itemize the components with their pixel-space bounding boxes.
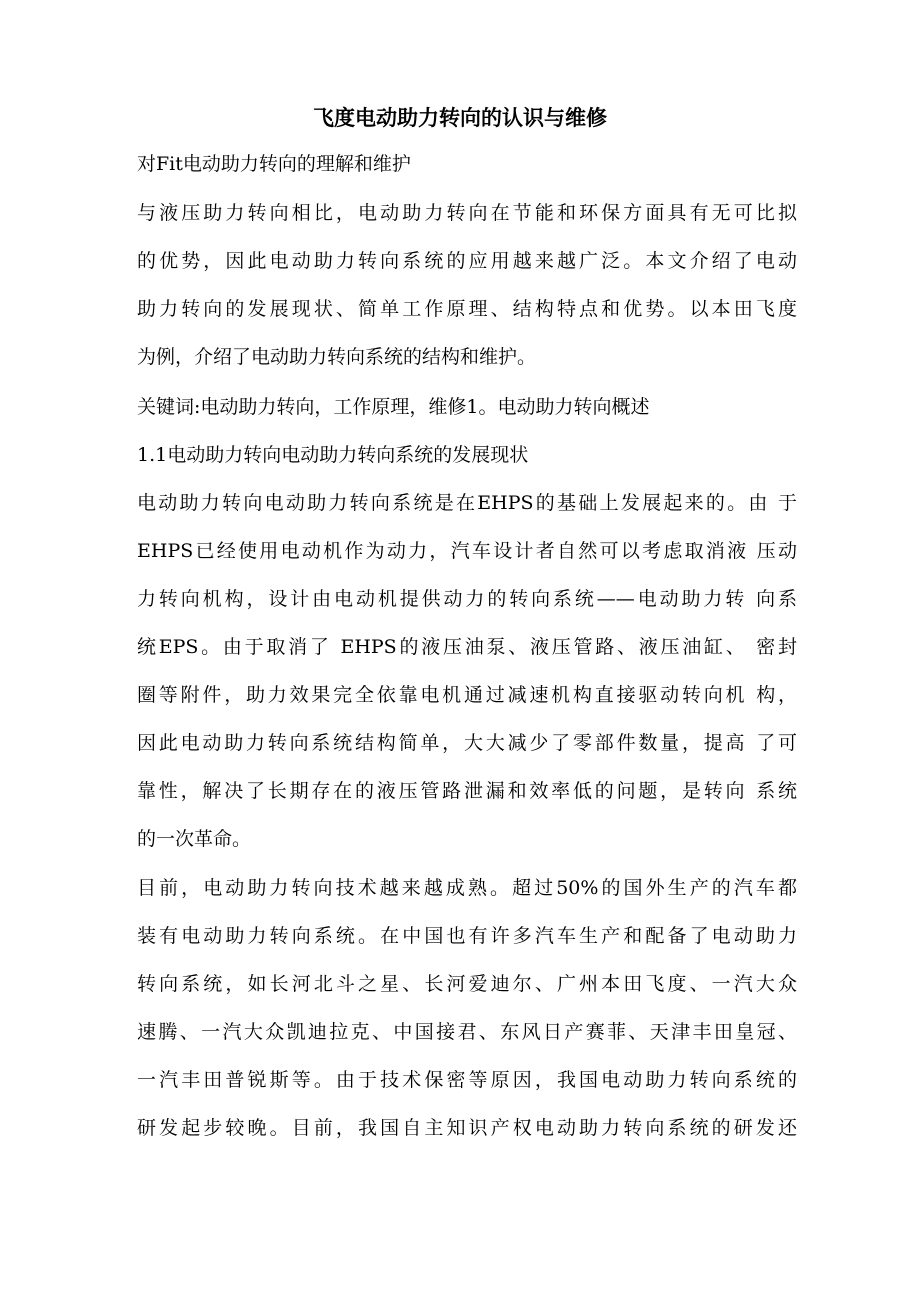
- text-line: 为例，介绍了电动助力转向系统的结构和维护。: [137, 346, 537, 368]
- text-line: 助力转向的发展现状、简单工作原理、结构特点和优势。以本田飞度: [137, 298, 797, 320]
- document-title: 飞度电动助力转向的认识与维修: [313, 105, 607, 130]
- text-line: 装有电动助力转向系统。在中国也有许多汽车生产和配备了电动助力: [137, 925, 797, 947]
- text-line: 圈等附件，助力效果完全依靠电机通过减速机构直接驱动转向机 构，: [137, 684, 797, 706]
- text-line: 的一次革命。: [137, 828, 252, 850]
- text-line: 靠性，解决了长期存在的液压管路泄漏和效率低的问题，是转向 系统: [137, 780, 797, 802]
- section-heading: 1.1电动助力转向电动助力转向系统的发展现状: [137, 444, 529, 466]
- text-line: 因此电动助力转向系统结构简单，大大减少了零部件数量，提高 了可: [137, 732, 797, 754]
- subtitle-line: 对Fit电动助力转向的理解和维护: [137, 153, 411, 175]
- text-line: 与液压助力转向相比，电动助力转向在节能和环保方面具有无可比拟: [137, 202, 797, 224]
- text-line: 研发起步较晚。目前，我国自主知识产权电动助力转向系统的研发还: [137, 1117, 797, 1139]
- keywords-line: 关键词:电动助力转向，工作原理，维修1。电动助力转向概述: [137, 396, 650, 418]
- text-line: 电动助力转向电动助力转向系统是在EHPS的基础上发展起来的。由 于: [137, 492, 797, 514]
- text-line: 目前，电动助力转向技术越来越成熟。超过50%的国外生产的汽车都: [137, 877, 797, 899]
- text-line: 统EPS。由于取消了 EHPS的液压油泵、液压管路、液压油缸、 密封: [137, 636, 797, 658]
- text-line: 的优势，因此电动助力转向系统的应用越来越广泛。本文介绍了电动: [137, 250, 797, 272]
- text-line: 力转向机构，设计由电动机提供动力的转向系统——电动助力转 向系: [137, 588, 797, 610]
- text-line: 速腾、一汽大众凯迪拉克、中国接君、东风日产赛菲、天津丰田皇冠、: [137, 1021, 797, 1043]
- text-line: 转向系统，如长河北斗之星、长河爱迪尔、广州本田飞度、一汽大众: [137, 973, 797, 995]
- text-line: EHPS已经使用电动机作为动力，汽车设计者自然可以考虑取消液 压动: [137, 540, 797, 562]
- text-line: 一汽丰田普锐斯等。由于技术保密等原因，我国电动助力转向系统的: [137, 1069, 797, 1091]
